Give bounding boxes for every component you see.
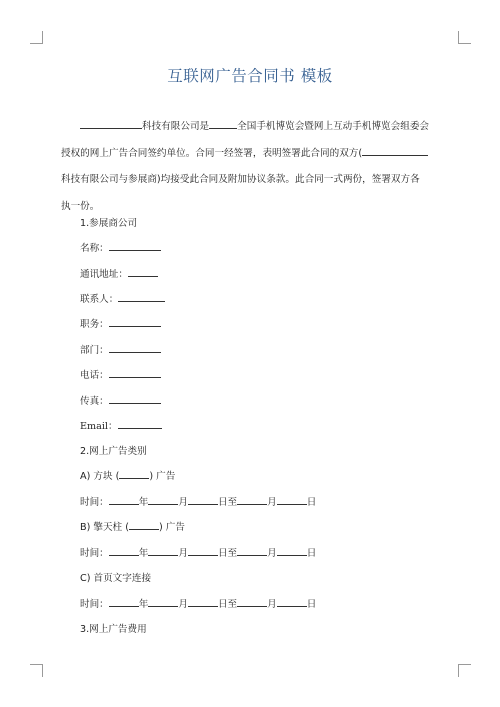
- section-1-heading: 1.参展商公司: [80, 218, 138, 229]
- blank-month[interactable]: [148, 597, 178, 607]
- corner-mark-top-left: [30, 31, 43, 44]
- section-2-heading: 2.网上广告类别: [80, 446, 147, 457]
- field-phone: 电话：: [80, 367, 161, 381]
- field-department-blank[interactable]: [109, 343, 161, 353]
- field-department: 部门：: [80, 342, 161, 356]
- corner-mark-bottom-right: [458, 664, 471, 677]
- blank-company-2[interactable]: [209, 119, 237, 129]
- field-contact-blank[interactable]: [118, 292, 165, 302]
- intro-line-2: 授权的网上广告合同签约单位。合同一经签署，表明签署此合同的双方(: [61, 141, 444, 168]
- field-name: 名称：: [80, 240, 161, 254]
- ad-option-c: C) 首页文字连接: [80, 573, 152, 584]
- ad-option-b-blank[interactable]: [129, 520, 159, 530]
- ad-option-a: A) 方块 ( ) 广告: [80, 471, 176, 482]
- ad-option-a-blank[interactable]: [119, 469, 149, 479]
- blank-year[interactable]: [109, 495, 139, 505]
- blank-day-end[interactable]: [277, 597, 307, 607]
- ad-option-b: B) 擎天柱 ( ) 广告: [80, 522, 185, 533]
- field-position-blank[interactable]: [109, 317, 161, 327]
- time-row-c: 时间： 年 月 日至 月 日: [80, 599, 317, 610]
- blank-day-end[interactable]: [277, 495, 307, 505]
- field-email: Email：: [80, 418, 162, 432]
- corner-mark-bottom-left: [30, 664, 43, 677]
- intro-paragraph: [61, 114, 444, 220]
- blank-day-end[interactable]: [277, 546, 307, 556]
- field-contact: 联系人：: [80, 291, 165, 305]
- blank-year[interactable]: [109, 546, 139, 556]
- intro-line-4: 执一份。: [61, 200, 100, 212]
- blank-month[interactable]: [148, 546, 178, 556]
- blank-month-end[interactable]: [237, 495, 267, 505]
- blank-company[interactable]: [80, 119, 142, 129]
- intro-line-3: 科技有限公司与参展商)均接受此合同及附加协议条款。此合同一式两份，签署双方各: [61, 174, 420, 185]
- corner-mark-top-right: [458, 31, 471, 44]
- field-position: 职务：: [80, 316, 161, 330]
- field-address: 通讯地址：: [80, 266, 158, 280]
- field-email-blank[interactable]: [118, 419, 162, 429]
- blank-month[interactable]: [148, 495, 178, 505]
- time-row-a: 时间： 年 月 日至 月 日: [80, 497, 317, 508]
- blank-party[interactable]: [362, 146, 428, 156]
- blank-day[interactable]: [188, 597, 218, 607]
- blank-month-end[interactable]: [237, 546, 267, 556]
- section-3-heading: 3.网上广告费用: [80, 624, 147, 635]
- blank-day[interactable]: [188, 546, 218, 556]
- field-address-blank[interactable]: [128, 267, 158, 277]
- document-title: 互联网广告合同书 模板: [167, 67, 333, 85]
- blank-day[interactable]: [188, 495, 218, 505]
- intro-line-1: 科技有限公司是 全国手机博览会暨网上互动手机博览会组委会: [61, 114, 444, 141]
- field-phone-blank[interactable]: [109, 368, 161, 378]
- field-fax-blank[interactable]: [109, 394, 161, 404]
- blank-month-end[interactable]: [237, 597, 267, 607]
- blank-year[interactable]: [109, 597, 139, 607]
- time-row-b: 时间： 年 月 日至 月 日: [80, 548, 317, 559]
- field-fax: 传真：: [80, 393, 161, 407]
- field-name-blank[interactable]: [109, 241, 161, 251]
